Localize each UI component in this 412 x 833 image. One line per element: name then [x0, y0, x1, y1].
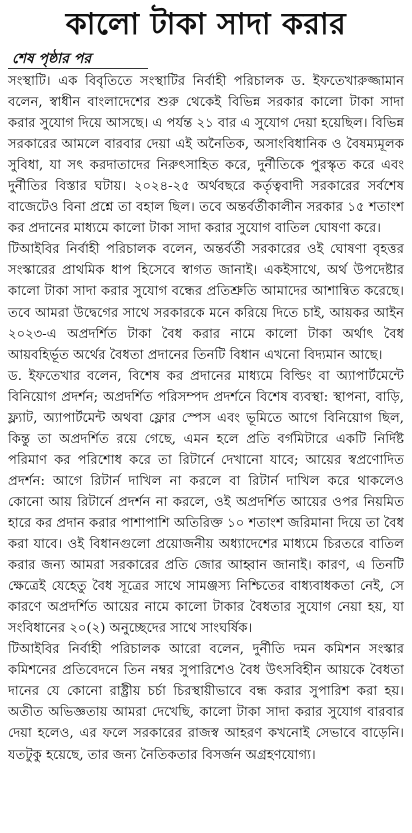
- paragraph-4: টিআইবির নির্বাহী পরিচালক আরো বলেন, দুর্নীতি দমন কমিশন সংস্কার কমিশনের প্রতিবেদনে তিন নম্বর সুপারিশেও বৈধ উৎসবিহীন আয়কে বৈধতা দানের যে কোনো রাষ্ট্রীয় চর্চা চিরস্থায়ীভাবে বন্ধ করার সুপারিশ করা হয়। অতীত অভিজ্ঞতায় আমরা দেখেছি, কালো টাকা সাদা করার সুযোগ বারবার দেয়া হলেও, এর ফলে সরকারের রাজস্ব আহরণ কখনোই সেভাবে বাড়েনি। যতটুকু হয়েছে, তার জন্য নৈতিকতার বিসর্জন অগ্রহণযোগ্য।: [8, 642, 404, 763]
- paragraph-3: ড. ইফতেখার বলেন, বিশেষ কর প্রদানের মাধ্যমে বিল্ডিং বা অ্যাপার্টমেন্টে বিনিয়োগ প্রদর্শন; অপ্রদর্শিত পরিসম্পদ প্রদর্শনে বিশেষ ব্যবস্থা: স্থাপনা, বাড়ি, ফ্ল্যাট, অ্যাপার্টমেন্ট অথবা ফ্লোর স্পেস এবং ভূমিতে আগে বিনিয়োগ ছিল, কিন্তু তা অপ্রদর্শিত রয়ে গেছে, এমন হলে প্রতি বর্গমিটারে একটি নির্দিষ্ট পরিমাণ কর পরিশোধ করে তা রিটার্নে দেখানো যাবে; আয়ের স্বপ্রণোদিত প্রদর্শন: আগে রিটার্ন দাখিল না করলে বা রিটার্ন দাখিল করে থাকলেও কোনো আয় রিটার্নে প্রদর্শন না করলে, ওই অপ্রদর্শিত আয়ের ওপর নিয়মিত হারে কর প্রদান করার পাশাপাশি অতিরিক্ত ১০ শতাংশ জরিমানা দিয়ে তা বৈধ করা যাবে। ওই বিধানগুলো প্রয়োজনীয় অধ্যাদেশের মাধ্যমে চিরতরে বাতিল করার জন্য আমরা সরকারের প্রতি জোর আহ্বান জানাই। কারণ, এ তিনটি ক্ষেত্রেই যেহেতু বৈধ সূত্রের সাথে সামঞ্জস্য নিশ্চিতের বাধ্যবাধকতা নেই, সে কারণে অপ্রদর্শিত আয়ের নামে কালো টাকার বৈধতার সুযোগ নেয়া হয়, যা সংবিধানের ২০(২) অনুচ্ছেদের সাথে সাংঘর্ষিক।: [8, 368, 404, 637]
- paragraph-1: সংস্থাটি। এক বিবৃতিতে সংস্থাটির নির্বাহী পরিচালক ড. ইফতেখারুজ্জামান বলেন, স্বাধীন বাংলাদেশের শুরু থেকেই বিভিন্ন সরকার কালো টাকা সাদা করার সুযোগ দিয়ে আসছে। এ পর্যন্ত ২১ বার এ সুযোগ দেয়া হয়েছিল। বিভিন্ন সরকারের আমলে বারবার দেয়া এই অনৈতিক, অসাংবিধানিক ও বৈষম্যমূলক সুবিধা, যা সৎ করদাতাদের নিরুৎসাহিত করে, দুর্নীতিকে পুরস্কৃত করে এবং দুর্নীতির বিস্তার ঘটায়। ২০২৪-২৫ অর্থবছরে কর্তৃত্ববাদী সরকারের সর্বশেষ বাজেটেও বিনা প্রশ্নে তা বহাল ছিল। তবে অন্তর্বর্তীকালীন সরকার ১৫ শতাংশ কর প্রদানের মাধ্যমে কালো টাকা সাদা করার সুযোগ বাতিল ঘোষণা করে।: [8, 74, 404, 237]
- divider: [8, 68, 148, 69]
- article-body: [8, 71, 404, 766]
- headline: কালো টাকা সাদা করার: [65, 7, 347, 42]
- continued-from-label: শেষ পৃষ্ঠার পর: [12, 51, 92, 67]
- paragraph-2: টিআইবির নির্বাহী পরিচালক বলেন, অন্তর্বর্তী সরকারের ওই ঘোষণা বৃহত্তর সংস্কারের প্রাথমিক ধাপ হিসেবে স্বাগত জানাই। একইসাথে, অর্থ উপদেষ্টার কালো টাকা সাদা করার সুযোগ বন্ধের প্রতিশ্রুতি আমাদের আশান্বিত করেছে। তবে আমরা উদ্বেগের সাথে সরকারকে মনে করিয়ে দিতে চাই, আয়কর আইন ২০২৩-এ অপ্রদর্শিত টাকা বৈধ করার নামে কালো টাকা অর্থাৎ বৈধ আয়বহির্ভূত অর্থের বৈধতা প্রদানের তিনটি বিধান এখনো বিদ্যমান আছে।: [8, 242, 404, 363]
